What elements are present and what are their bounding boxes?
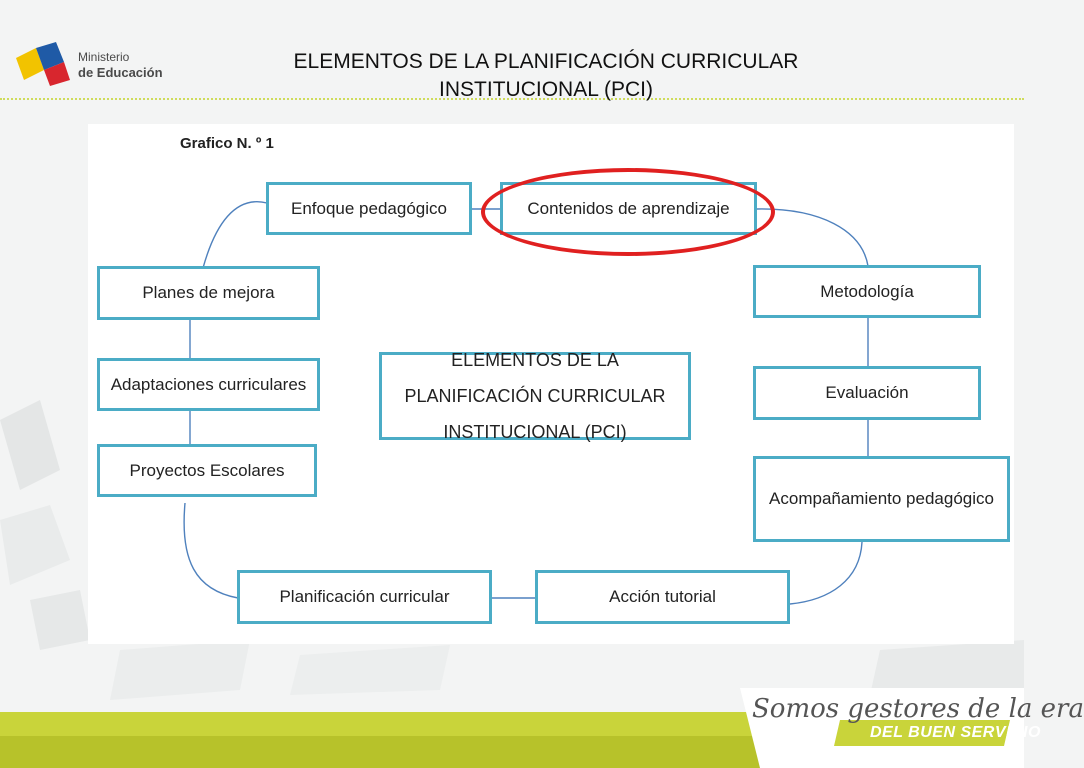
slogan-line1: Somos gestores de la era (752, 694, 1084, 724)
node-enfoque-pedagogico: Enfoque pedagógico (266, 182, 472, 235)
node-evaluacion: Evaluación (753, 366, 981, 420)
slogan-line2: DEL BUEN SERVICIO (870, 724, 1041, 741)
connector-planificacion-proyectos (184, 503, 238, 598)
logo-line1: Ministerio (78, 50, 130, 64)
node-planes-mejora: Planes de mejora (97, 266, 320, 320)
node-adaptaciones-curriculares: Adaptaciones curriculares (97, 358, 320, 411)
node-planificacion-curricular: Planificación curricular (237, 570, 492, 624)
logo-line2: de Educación (78, 65, 163, 80)
node-proyectos-escolares: Proyectos Escolares (97, 444, 317, 497)
node-metodologia: Metodología (753, 265, 981, 318)
highlight-ellipse (481, 168, 775, 256)
slide-title: ELEMENTOS DE LA PLANIFICACIÓN CURRICULAR INSTITUCIONAL (PCI) (293, 50, 799, 101)
figure-label: Grafico N. º 1 (180, 135, 274, 152)
node-accion-tutorial: Acción tutorial (535, 570, 790, 624)
connector-acompanamiento-accion (790, 542, 862, 604)
connector-enfoque-planes (203, 202, 267, 268)
node-contenidos-aprendizaje: Contenidos de aprendizaje (500, 182, 757, 235)
node-acompanamiento-pedagogico: Acompañamiento pedagógico (753, 456, 1010, 542)
center-node: ELEMENTOS DE LA PLANIFICACIÓN CURRICULAR INSTITUCIONAL (PCI) (379, 352, 691, 440)
